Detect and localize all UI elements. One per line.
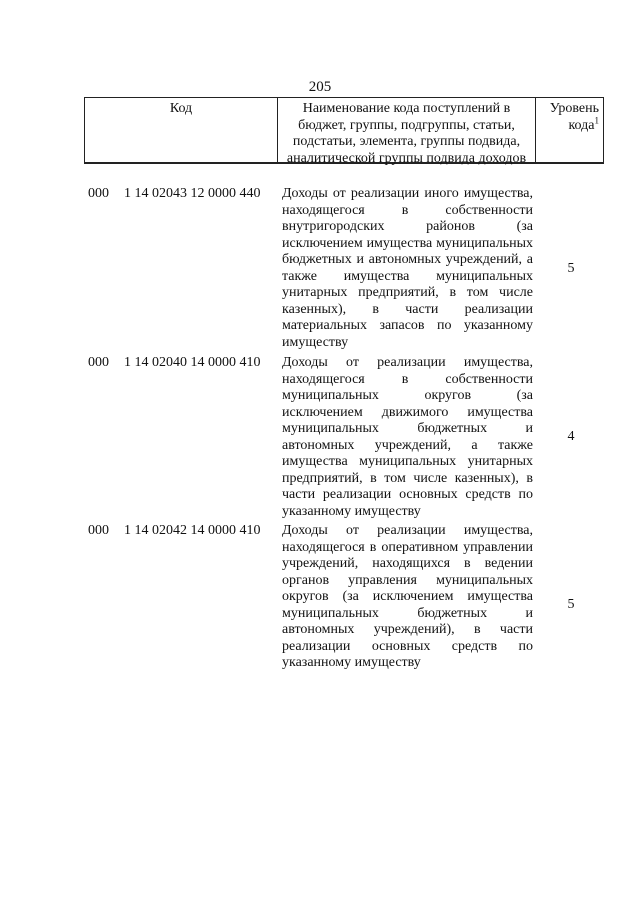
row-level: 5: [567, 597, 575, 612]
page-number: 205: [308, 79, 332, 95]
row-level: 4: [567, 429, 575, 444]
table-header: [84, 97, 604, 164]
row-code: 1 14 02040 14 0000 410: [124, 355, 261, 370]
row-prefix: 000: [88, 523, 109, 538]
row-description: Доходы от реализации имущества, находящегося в оперативном управлении учреждений, находящихся в ведении органов управления муниципальных округов (за исключением имущества муниципальных бюджетных и автономных учреждений), в части реализации основных средств по указанному имуществу: [282, 523, 533, 670]
header-name: Наименование кода поступлений в бюджет, группы, подгруппы, статьи, подстатьи, элемента, группы подвида, аналитической группы подвида доходов: [278, 98, 536, 162]
row-code: 1 14 02043 12 0000 440: [124, 186, 261, 201]
footnote-marker: 1: [594, 114, 599, 125]
row-description: Доходы от реализации иного имущества, находящегося в собственности внутригородских районов (за исключением имущества муниципальных бюджетных и автономных учреждений, а также имущества муниципальных унитарных предприятий, в том числе казенных), в части реализации материальных запасов по указанному имуществу: [282, 186, 533, 350]
header-level: [536, 98, 603, 162]
header-level-label: Уровень кода: [549, 101, 599, 133]
row-prefix: 000: [88, 355, 109, 370]
row-code: 1 14 02042 14 0000 410: [124, 523, 261, 538]
row-level: 5: [567, 261, 575, 276]
header-code: Код: [85, 98, 278, 162]
row-description: Доходы от реализации имущества, находящегося в собственности муниципальных округов (за исключением движимого имущества муниципальных бюджетных и автономных учреждений, а также имущества муниципальных унитарных предприятий, в том числе казенных), в части реализации основных средств по указанному имуществу: [282, 355, 533, 519]
row-prefix: 000: [88, 186, 109, 201]
